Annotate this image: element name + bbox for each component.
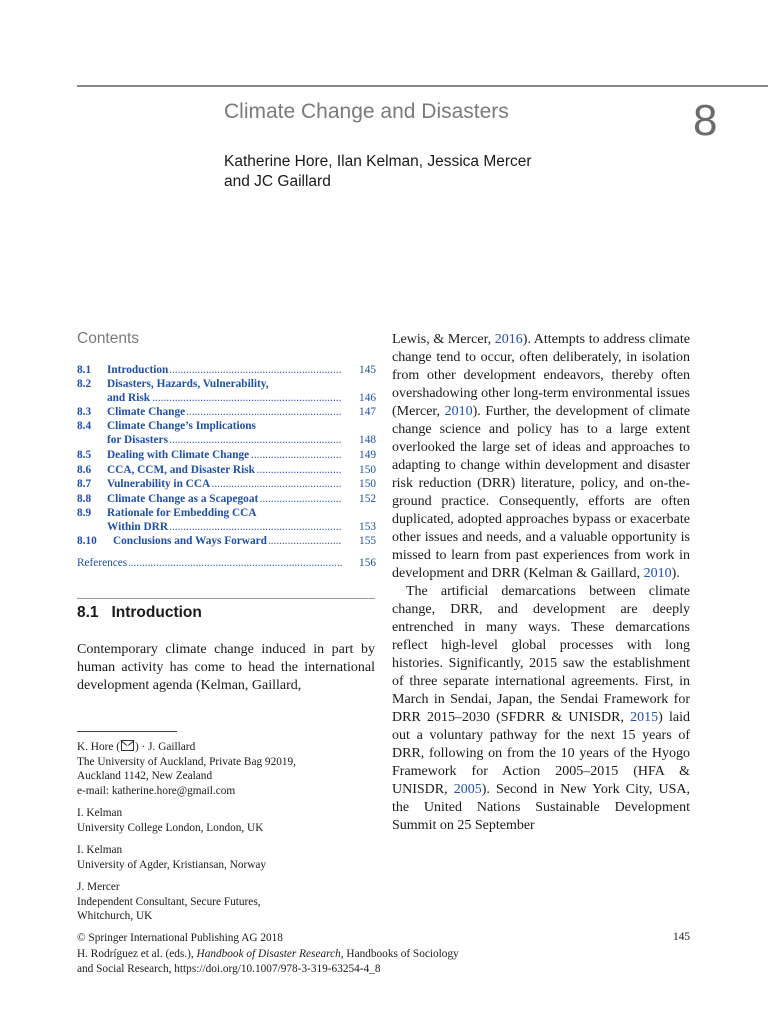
institution: Whitchurch, UK	[77, 910, 153, 922]
toc-num: 8.6	[77, 464, 92, 476]
page-number: 145	[673, 931, 690, 943]
top-rule	[77, 85, 768, 87]
toc-title: Climate Change as a Scapegoat	[107, 493, 259, 505]
toc-entry-8-1[interactable]	[77, 363, 376, 377]
toc-title: Rationale for Embedding CCA	[107, 507, 257, 519]
contents-heading: Contents	[77, 330, 140, 347]
copyright-line: © Springer International Publishing AG 2018	[77, 932, 283, 944]
author-name: J. Mercer	[77, 881, 120, 893]
envelope-icon	[121, 740, 134, 751]
toc-title: Introduction	[107, 364, 169, 376]
toc-num: 8.7	[77, 478, 92, 490]
institution: University of Agder, Kristiansan, Norway	[77, 858, 267, 871]
footnote-rule	[77, 731, 177, 732]
paragraph-2	[392, 583, 690, 835]
toc-title-cont: and Risk	[107, 392, 151, 404]
toc-page: 156	[359, 557, 376, 569]
citation-line	[77, 947, 690, 963]
toc-page: 155	[359, 535, 376, 547]
affiliation-hore-gaillard	[77, 740, 296, 798]
left-paragraph: Contemporary climate change induced in part by human activity has come to head the international development agenda (Kelman, Gaillard,	[77, 642, 375, 693]
toc-title: Dealing with Climate Change	[107, 449, 250, 461]
toc-num: 8.9	[77, 507, 92, 519]
citation-link[interactable]: 2010	[444, 404, 473, 419]
doi-line[interactable]: and Social Research, https://doi.org/10.1007/978-3-319-63254-4_8	[77, 963, 381, 975]
authors-line-1: Katherine Hore, Ilan Kelman, Jessica Mercer	[224, 153, 532, 170]
email-link[interactable]: e-mail: katherine.hore@gmail.com	[77, 784, 236, 797]
toc-entry-8-4-cont[interactable]	[77, 433, 376, 447]
citation-link[interactable]: 2005	[453, 782, 482, 797]
toc-entry-8-5[interactable]	[77, 448, 376, 462]
toc-entry-8-9[interactable]	[77, 506, 376, 520]
toc-page: 147	[359, 406, 376, 418]
toc-title: Vulnerability in CCA	[107, 478, 211, 490]
toc-page: 152	[359, 493, 376, 505]
toc-num: 8.3	[77, 406, 92, 418]
toc-title: CCA, CCM, and Disaster Risk	[107, 464, 255, 476]
toc-entry-references[interactable]	[77, 556, 376, 570]
toc-title: Conclusions and Ways Forward	[113, 535, 267, 547]
chapter-number: 8	[693, 96, 718, 145]
toc-title: Disasters, Hazards, Vulnerability,	[107, 378, 269, 390]
toc-entry-8-10[interactable]	[77, 534, 376, 548]
toc-num: 8.10	[77, 535, 97, 547]
toc-page: 148	[359, 434, 376, 446]
toc-num: 8.2	[77, 378, 92, 390]
book-title: Handbook of Disaster Research	[196, 947, 341, 960]
authors-line-2: and JC Gaillard	[224, 173, 331, 190]
affiliations	[77, 740, 296, 932]
section-heading: 8.1 Introduction	[77, 604, 202, 621]
toc-entry-8-3[interactable]	[77, 405, 376, 419]
text-run: ). Second in New York City, USA, the United Nations Sustainable Development Summit on 25 September	[392, 782, 690, 833]
paragraph-1	[392, 331, 690, 583]
citation-link[interactable]: 2016	[494, 332, 523, 347]
text-run: ). Attempts to address climate change tend to occur, often deliberately, in isolation from other development endeavors, thereby often overshadowing other long-term environmental issues (Mercer,	[392, 332, 690, 419]
toc-num: 8.5	[77, 449, 92, 461]
toc-num: 8.1	[77, 364, 92, 376]
author-names: ) · J. Gaillard	[134, 741, 196, 753]
toc-entry-8-2-cont[interactable]	[77, 391, 376, 405]
toc-page: 149	[359, 449, 376, 461]
address-line: The University of Auckland, Private Bag 92019,	[77, 755, 296, 768]
toc-num: 8.4	[77, 420, 92, 432]
section-rule	[77, 598, 375, 599]
affiliation-kelman-2	[77, 843, 296, 872]
text-run: Lewis, & Mercer,	[392, 332, 495, 347]
toc-page: 146	[359, 392, 376, 404]
text-run: , Handbooks of Sociology	[340, 947, 459, 960]
toc-title: References	[77, 557, 128, 569]
author-names: K. Hore (	[77, 741, 120, 753]
institution: Independent Consultant, Secure Futures,	[77, 895, 261, 908]
copyright-block	[77, 931, 690, 978]
toc-page: 145	[359, 364, 376, 376]
text-run: ).	[671, 566, 680, 581]
affiliation-mercer	[77, 880, 296, 924]
toc-title-cont: for Disasters	[107, 434, 168, 446]
institution: University College London, London, UK	[77, 821, 264, 834]
toc-entry-8-7[interactable]	[77, 477, 376, 491]
citation-link[interactable]: 2010	[643, 566, 672, 581]
text-run: H. Rodríguez et al. (eds.),	[77, 947, 197, 960]
authors	[224, 152, 532, 192]
toc-entry-8-4[interactable]	[77, 419, 376, 433]
text-run: The artificial demarcations between climate change, DRR, and development are deeply entrenched in many ways. These demarcations reflect high-level global processes with long histories. Significantly, 2015 saw the establishment of three separate international agreements. First, in March in Sendai, Japan, the Sendai Framework for DRR 2015–2030 (SFDRR & UNISDR,	[392, 584, 690, 725]
toc-title-cont: Within DRR	[107, 521, 168, 533]
right-column	[392, 331, 690, 835]
toc-num: 8.8	[77, 493, 92, 505]
toc-title: Climate Change	[107, 406, 186, 418]
toc-page: 150	[359, 464, 376, 476]
toc-page: 153	[359, 521, 376, 533]
chapter-title: Climate Change and Disasters	[224, 100, 509, 123]
toc-entry-8-6[interactable]	[77, 463, 376, 477]
author-name: I. Kelman	[77, 844, 123, 856]
toc-entry-8-8[interactable]	[77, 492, 376, 506]
text-run: ) laid out a voluntary pathway for the next 15 years of DRR, following on from the 10 years of the Hyogo Framework for Action 2005–2015 (HFA & UNISDR,	[392, 710, 690, 797]
toc-title: Climate Change’s Implications	[107, 420, 256, 432]
toc-entry-8-9-cont[interactable]	[77, 520, 376, 534]
toc-entry-8-2[interactable]	[77, 377, 376, 391]
author-name: I. Kelman	[77, 807, 123, 819]
affiliation-kelman-1	[77, 806, 296, 835]
address-line: Auckland 1142, New Zealand	[77, 770, 213, 782]
text-run: ). Further, the development of climate change science and policy has to a large extent overlooked the large set of ideas and approaches to adapting to change within development and disaster risk reduction (DRR) literature, policy, and on-the-ground practice. Consequently, efforts are often duplicated, adopted approaches bypass or exacerbate other issues and needs, and a valuable opportunity is missed to learn from past experiences from work in development and DRR (Kelman & Gaillard,	[392, 404, 691, 581]
toc-page: 150	[359, 478, 376, 490]
citation-link[interactable]: 2015	[630, 710, 659, 725]
